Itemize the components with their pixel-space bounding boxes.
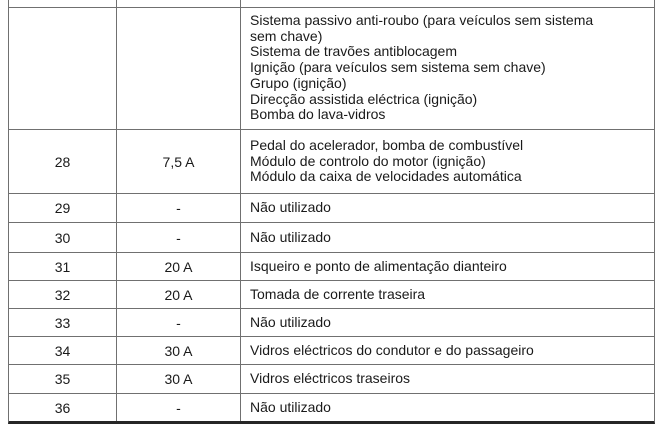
description-line: Não utilizado [250,398,331,415]
description-line: Pedal do acelerador, bomba de combustível [250,136,524,153]
amperage-cell: - [116,394,240,421]
description-cell [240,337,654,364]
fuse-number-cell: 36 [54,399,71,416]
fuse-table [8,0,655,424]
table-row [9,253,654,281]
description-line: Módulo da caixa de velocidades automática [250,168,522,185]
table-row-cutoff [9,0,654,8]
fuse-number-cell [9,8,116,129]
description-cell [240,253,654,280]
amperage-cell [116,0,240,7]
description-cell [240,0,654,7]
table-row [9,194,654,223]
description-line: Isqueiro e ponto de alimentação dianteiro [250,257,507,274]
description-cell [240,309,654,336]
fuse-number-cell: 31 [54,258,71,275]
table-row [9,8,654,130]
description-line: Ignição (para veículos sem sistema sem chave) [250,59,546,76]
table-row [9,365,654,394]
description-line: Tomada de corrente traseira [250,285,426,302]
table-row [9,337,654,365]
description-line: Não utilizado [250,199,331,216]
amperage-cell: - [116,309,240,336]
amperage-cell [116,8,240,129]
amperage-cell: 7,5 A [116,130,240,193]
fuse-number-cell: 32 [54,286,71,303]
description-cell [240,8,654,129]
amperage-cell: 20 A [116,281,240,308]
description-line: Não utilizado [250,228,331,245]
description-line: sem chave) [250,27,323,44]
table-row [9,309,654,337]
fuse-number-cell: 34 [54,342,71,359]
fuse-number-cell: 33 [54,314,71,331]
description-line: Sistema passivo anti-roubo (para veículos sem sistema [250,12,594,28]
fuse-number-cell [9,0,116,7]
table-row [9,394,654,421]
amperage-cell: - [116,223,240,252]
description-cell [240,365,654,393]
description-line: Não utilizado [250,313,331,330]
description-line: Direcção assistida eléctrica (ignição) [250,90,478,107]
description-cell [240,130,654,193]
description-line: Grupo (ignição) [250,74,347,91]
amperage-cell: - [116,194,240,222]
description-cell [240,394,654,421]
description-line: Vidros eléctricos do condutor e do passageiro [250,341,534,358]
description-cell [240,194,654,222]
amperage-cell: 20 A [116,253,240,280]
fuse-number-cell: 28 [54,153,71,170]
fuse-number-cell: 30 [54,229,71,246]
description-cell [240,223,654,252]
amperage-cell: 30 A [116,337,240,364]
description-line: Sistema de travões antiblocagem [250,43,457,60]
table-row [9,223,654,253]
amperage-cell: 30 A [116,365,240,393]
fuse-number-cell: 35 [54,371,71,387]
description-line: Módulo de controlo do motor (ignição) [250,152,486,169]
description-line: Bomba do lava-vidros [250,106,386,123]
description-cell [240,281,654,308]
table-row [9,130,654,194]
fuse-number-cell: 29 [54,200,71,216]
table-row [9,281,654,309]
description-line: Vidros eléctricos traseiros [250,370,411,387]
